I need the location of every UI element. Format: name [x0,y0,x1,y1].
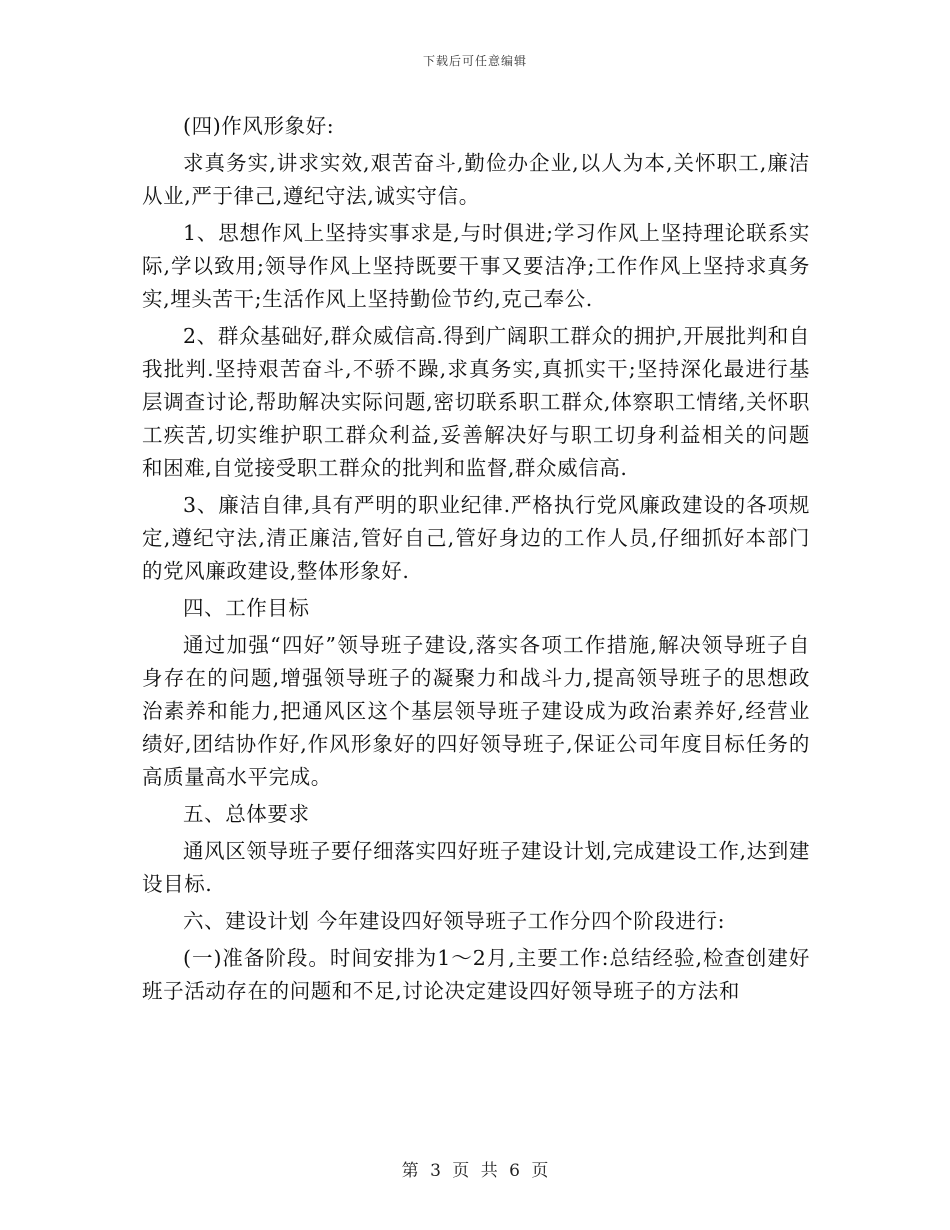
page-footer: 第 3 页 共 6 页 [401,1161,549,1181]
heading-overall-requirements: 五、总体要求 [183,802,310,826]
paragraph-section-heading-4: (四)作风形象好: [183,114,335,138]
paragraph-item-2: 2、群众基础好,群众威信高.得到广阔职工群众的拥护,开展批判和自我批判.坚持艰苦奋斗,不骄不躁,求真务实,真抓实干;坚持深化最进行基层调查讨论,帮助解决实际问题,密切联系职工群众,体察职工情绪,关怀职工疾苦,切实维护职工群众利益,妥善解决好与职工切身利益相关的问题和困难,自觉接受职工群众的批判和监督,群众威信高. [142,324,810,480]
paragraph-style-summary: 求真务实,讲求实效,艰苦奋斗,勤俭办企业,以人为本,关怀职工,廉洁从业,严于律己,遵纪守法,诚实守信。 [142,151,810,208]
page-header: 下载后可任意编辑 [422,54,527,68]
paragraph-preparation-stage: (一)准备阶段。时间安排为1～2月,主要工作:总结经验,检查创建好班子活动存在的问题和不足,讨论决定建设四好领导班子的方法和 [142,946,810,1003]
heading-work-goals: 四、工作目标 [183,596,310,620]
paragraph-item-3: 3、廉洁自律,具有严明的职业纪律.严格执行党风廉政建设的各项规定,遵纪守法,清正廉洁,管好自己,管好身边的工作人员,仔细抓好本部门的党风廉政建设,整体形象好. [142,493,810,583]
paragraph-overall-requirements: 通风区领导班子要仔细落实四好班子建设计划,完成建设工作,达到建设目标. [142,839,810,896]
paragraph-work-goals: 通过加强“四好”领导班子建设,落实各项工作措施,解决领导班子自身存在的问题,增强领导班子的凝聚力和战斗力,提高领导班子的思想政治素养和能力,把通风区这个基层领导班子建设成为政治素养好,经营业绩好,团结协作好,作风形象好的四好领导班子,保证公司年度目标任务的高质量高水平完成。 [142,633,810,789]
heading-construction-plan: 六、建设计划 今年建设四好领导班子工作分四个阶段进行: [183,909,726,933]
document-body [142,110,810,1012]
paragraph-item-1: 1、思想作风上坚持实事求是,与时俱进;学习作风上坚持理论联系实际,学以致用;领导作风上坚持既要干事又要洁净;工作作风上坚持求真务实,埋头苦干;生活作风上坚持勤俭节约,克己奉公. [142,221,810,311]
